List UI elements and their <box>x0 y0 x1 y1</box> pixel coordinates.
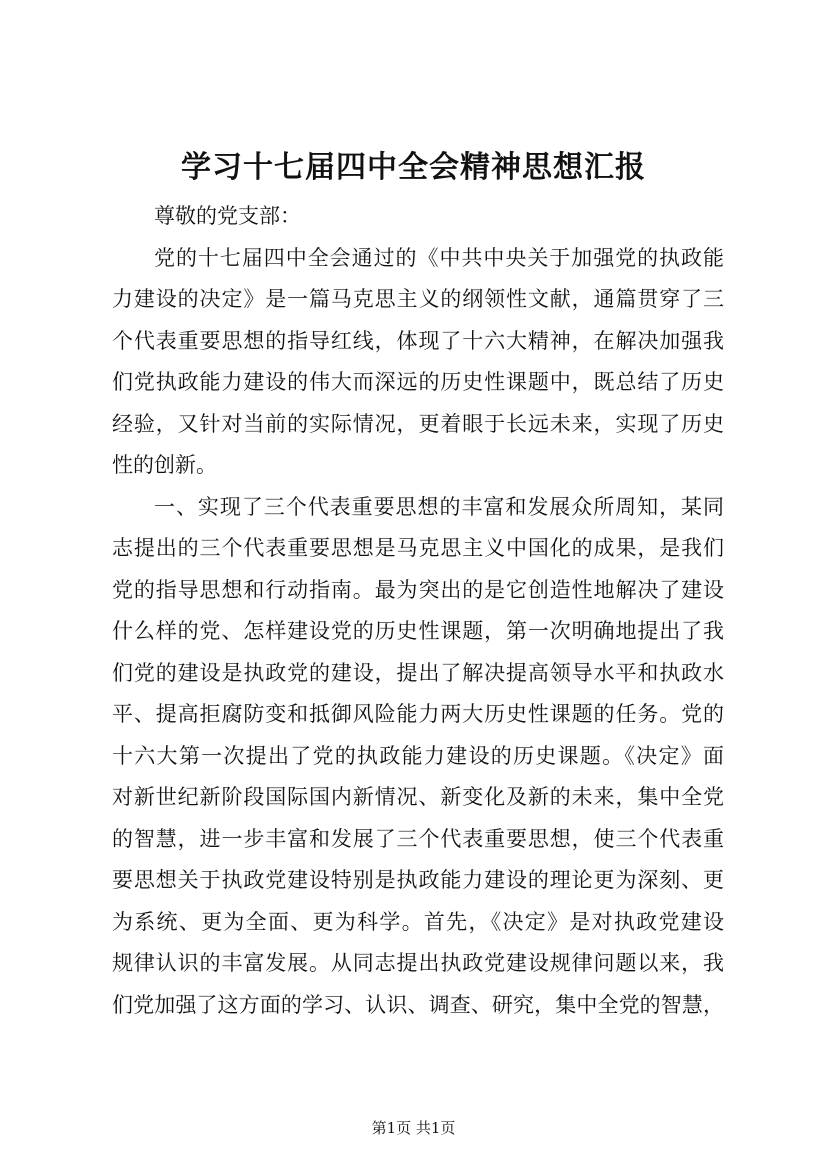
body-line: 为系统、更为全面、更为科学。首先，《决定》是对执政党建设 <box>112 909 724 934</box>
body-line: 十六大第一次提出了党的执政能力建设的历史课题。《决定》面 <box>112 743 724 768</box>
body-line: 平、提高拒腐防变和抵御风险能力两大历史性课题的任务。党的 <box>112 702 724 726</box>
salutation: 尊敬的党支部： <box>154 204 301 228</box>
body-line: 们党加强了这方面的学习、认识、调查、研究，集中全党的智慧， <box>112 992 724 1017</box>
page-footer: 第1页 共1页 <box>371 1119 456 1137</box>
body-line: 党的十七届四中全会通过的《中共中央关于加强党的执政能 <box>154 245 724 270</box>
body-line: 个代表重要思想的指导红线，体现了十六大精神，在解决加强我 <box>112 328 724 353</box>
body-line: 党的指导思想和行动指南。最为突出的是它创造性地解决了建设 <box>112 577 724 602</box>
body-line: 的智慧，进一步丰富和发展了三个代表重要思想，使三个代表重 <box>112 826 724 851</box>
body-line: 志提出的三个代表重要思想是马克思主义中国化的成果，是我们 <box>112 536 724 560</box>
body-line: 对新世纪新阶段国际国内新情况、新变化及新的未来，集中全党 <box>112 785 724 809</box>
body-line: 要思想关于执政党建设特别是执政能力建设的理论更为深刻、更 <box>112 868 724 892</box>
body-line: 经验，又针对当前的实际情况，更着眼于长远未来，实现了历史 <box>112 411 724 436</box>
body-line: 们党执政能力建设的伟大而深远的历史性课题中，既总结了历史 <box>112 370 724 394</box>
body-line: 什么样的党、怎样建设党的历史性课题，第一次明确地提出了我 <box>112 619 724 643</box>
body-line: 力建设的决定》是一篇马克思主义的纲领性文献，通篇贯穿了三 <box>112 287 724 311</box>
body-line: 规律认识的丰富发展。从同志提出执政党建设规律问题以来，我 <box>112 951 724 975</box>
body-line: 一、实现了三个代表重要思想的丰富和发展众所周知，某同 <box>154 494 724 519</box>
body-line: 们党的建设是执政党的建设，提出了解决提高领导水平和执政水 <box>112 660 724 685</box>
document-body <box>112 196 724 1026</box>
document-title: 学习十七届四中全会精神思想汇报 <box>181 150 646 185</box>
body-line: 性的创新。 <box>112 453 217 477</box>
